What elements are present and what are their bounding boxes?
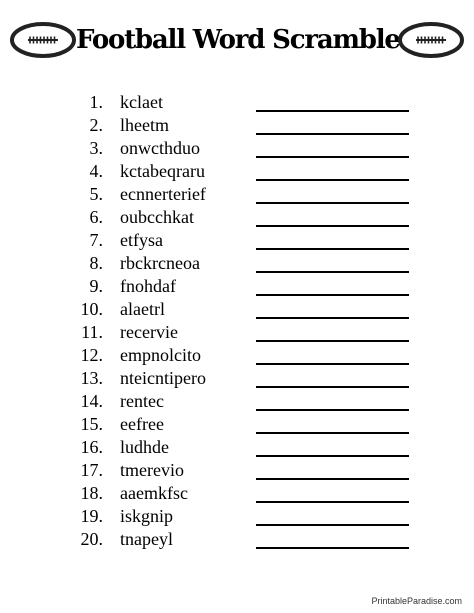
list-item bbox=[0, 321, 474, 344]
answer-line[interactable] bbox=[256, 179, 409, 181]
scrambled-word: alaetrl bbox=[120, 299, 165, 319]
list-item bbox=[0, 160, 474, 183]
scrambled-word: ecnnerterief bbox=[120, 184, 206, 204]
item-number: 15. bbox=[80, 414, 103, 434]
list-item bbox=[0, 252, 474, 275]
scrambled-word: ludhde bbox=[120, 437, 169, 457]
answer-line[interactable] bbox=[256, 340, 409, 342]
scrambled-word: lheetm bbox=[120, 115, 169, 135]
list-item bbox=[0, 459, 474, 482]
site-credit: PrintableParadise.com bbox=[371, 596, 462, 606]
list-item bbox=[0, 482, 474, 505]
answer-line[interactable] bbox=[256, 133, 409, 135]
item-number: 7. bbox=[89, 230, 103, 250]
list-item bbox=[0, 137, 474, 160]
scrambled-word: recervie bbox=[120, 322, 178, 342]
list-item bbox=[0, 91, 474, 114]
list-item bbox=[0, 344, 474, 367]
scrambled-word: tmerevio bbox=[120, 460, 184, 480]
answer-line[interactable] bbox=[256, 455, 409, 457]
page-title: Football Word Scramble bbox=[76, 25, 400, 55]
answer-line[interactable] bbox=[256, 202, 409, 204]
item-number: 18. bbox=[80, 483, 103, 503]
scrambled-word: rentec bbox=[120, 391, 164, 411]
list-item bbox=[0, 390, 474, 413]
answer-line[interactable] bbox=[256, 501, 409, 503]
answer-line[interactable] bbox=[256, 294, 409, 296]
item-number: 6. bbox=[89, 207, 103, 227]
item-number: 12. bbox=[80, 345, 103, 365]
item-number: 16. bbox=[80, 437, 103, 457]
answer-line[interactable] bbox=[256, 524, 409, 526]
list-item bbox=[0, 298, 474, 321]
list-item bbox=[0, 183, 474, 206]
item-number: 1. bbox=[89, 92, 103, 112]
list-item bbox=[0, 528, 474, 551]
scrambled-word: tnapeyl bbox=[120, 529, 173, 549]
scrambled-word: etfysa bbox=[120, 230, 163, 250]
answer-line[interactable] bbox=[256, 248, 409, 250]
scrambled-word: nteicntipero bbox=[120, 368, 206, 388]
football-icon bbox=[397, 20, 465, 60]
list-item bbox=[0, 413, 474, 436]
scramble-list bbox=[0, 91, 474, 551]
header bbox=[0, 0, 474, 80]
item-number: 2. bbox=[89, 115, 103, 135]
scrambled-word: empnolcito bbox=[120, 345, 201, 365]
list-item bbox=[0, 367, 474, 390]
list-item bbox=[0, 275, 474, 298]
answer-line[interactable] bbox=[256, 478, 409, 480]
scrambled-word: aaemkfsc bbox=[120, 483, 188, 503]
item-number: 14. bbox=[80, 391, 103, 411]
list-item bbox=[0, 436, 474, 459]
item-number: 20. bbox=[80, 529, 103, 549]
scrambled-word: kclaet bbox=[120, 92, 163, 112]
item-number: 13. bbox=[80, 368, 103, 388]
answer-line[interactable] bbox=[256, 156, 409, 158]
scrambled-word: onwcthduo bbox=[120, 138, 200, 158]
answer-line[interactable] bbox=[256, 547, 409, 549]
answer-line[interactable] bbox=[256, 432, 409, 434]
item-number: 9. bbox=[89, 276, 103, 296]
item-number: 4. bbox=[89, 161, 103, 181]
item-number: 5. bbox=[89, 184, 103, 204]
list-item bbox=[0, 206, 474, 229]
answer-line[interactable] bbox=[256, 409, 409, 411]
item-number: 8. bbox=[89, 253, 103, 273]
scrambled-word: oubcchkat bbox=[120, 207, 194, 227]
answer-line[interactable] bbox=[256, 110, 409, 112]
answer-line[interactable] bbox=[256, 271, 409, 273]
scrambled-word: kctabeqraru bbox=[120, 161, 205, 181]
list-item bbox=[0, 114, 474, 137]
answer-line[interactable] bbox=[256, 225, 409, 227]
item-number: 17. bbox=[80, 460, 103, 480]
scrambled-word: rbckrcneoa bbox=[120, 253, 200, 273]
list-item bbox=[0, 505, 474, 528]
answer-line[interactable] bbox=[256, 363, 409, 365]
football-icon bbox=[9, 20, 77, 60]
scrambled-word: iskgnip bbox=[120, 506, 174, 526]
scrambled-word: fnohdaf bbox=[120, 276, 176, 296]
list-item bbox=[0, 229, 474, 252]
item-number: 11. bbox=[81, 322, 103, 342]
scrambled-word: eefree bbox=[120, 414, 164, 434]
answer-line[interactable] bbox=[256, 386, 409, 388]
item-number: 10. bbox=[80, 299, 103, 319]
item-number: 19. bbox=[80, 506, 103, 526]
item-number: 3. bbox=[89, 138, 103, 158]
answer-line[interactable] bbox=[256, 317, 409, 319]
